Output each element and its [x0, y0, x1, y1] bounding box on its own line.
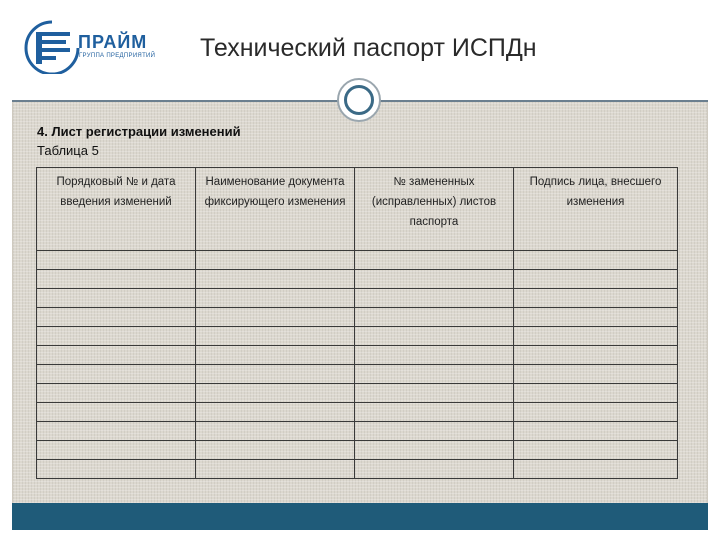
- table-row: [37, 365, 678, 384]
- table-cell[interactable]: [514, 346, 678, 365]
- table-row: [37, 270, 678, 289]
- column-header: Порядковый № и дата введения изменений: [37, 168, 196, 251]
- table-cell[interactable]: [196, 346, 355, 365]
- table-cell[interactable]: [37, 460, 196, 479]
- table-cell[interactable]: [355, 346, 514, 365]
- table-cell[interactable]: [196, 422, 355, 441]
- table-cell[interactable]: [37, 422, 196, 441]
- table-row: [37, 289, 678, 308]
- table-cell[interactable]: [196, 327, 355, 346]
- table-cell[interactable]: [37, 289, 196, 308]
- table-cell[interactable]: [196, 308, 355, 327]
- column-header: № замененных (исправленных) листов паспорта: [355, 168, 514, 251]
- table-cell[interactable]: [196, 403, 355, 422]
- table-cell[interactable]: [37, 327, 196, 346]
- table-cell[interactable]: [514, 270, 678, 289]
- table-cell[interactable]: [514, 327, 678, 346]
- table-cell[interactable]: [514, 460, 678, 479]
- table-cell[interactable]: [196, 460, 355, 479]
- table-cell[interactable]: [355, 251, 514, 270]
- table-cell[interactable]: [355, 441, 514, 460]
- table-cell[interactable]: [355, 403, 514, 422]
- table-cell[interactable]: [355, 384, 514, 403]
- table-cell[interactable]: [196, 289, 355, 308]
- table-cell[interactable]: [355, 270, 514, 289]
- table-cell[interactable]: [355, 422, 514, 441]
- table-row: [37, 327, 678, 346]
- table-cell[interactable]: [514, 384, 678, 403]
- table-cell[interactable]: [514, 308, 678, 327]
- page-title: Технический паспорт ИСПДн: [200, 34, 537, 62]
- table-cell[interactable]: [196, 441, 355, 460]
- table-cell[interactable]: [514, 422, 678, 441]
- table-header-row: [37, 168, 678, 251]
- table-row: [37, 403, 678, 422]
- table-cell[interactable]: [196, 384, 355, 403]
- circle-ornament-icon: [337, 78, 381, 122]
- table-cell[interactable]: [37, 441, 196, 460]
- column-header: Подпись лица, внесшего изменения: [514, 168, 678, 251]
- table-cell[interactable]: [355, 327, 514, 346]
- table-row: [37, 308, 678, 327]
- table-cell[interactable]: [514, 441, 678, 460]
- table-cell[interactable]: [37, 308, 196, 327]
- table-label: Таблица 5: [37, 143, 99, 158]
- table-cell[interactable]: [37, 384, 196, 403]
- column-header: Наименование документа фиксирующего изменения: [196, 168, 355, 251]
- table-body: [37, 251, 678, 479]
- table-row: [37, 384, 678, 403]
- table-cell[interactable]: [37, 403, 196, 422]
- table-cell[interactable]: [196, 251, 355, 270]
- change-registration-table: [36, 167, 678, 479]
- table-cell[interactable]: [37, 346, 196, 365]
- table-cell[interactable]: [196, 365, 355, 384]
- table-cell[interactable]: [355, 289, 514, 308]
- table-cell[interactable]: [514, 365, 678, 384]
- footer-bar: [12, 503, 708, 530]
- table-row: [37, 251, 678, 270]
- table-cell[interactable]: [514, 289, 678, 308]
- table-cell[interactable]: [37, 270, 196, 289]
- table-cell[interactable]: [355, 308, 514, 327]
- table-cell[interactable]: [355, 460, 514, 479]
- table-row: [37, 441, 678, 460]
- section-title: 4. Лист регистрации изменений: [37, 124, 241, 139]
- logo-subtitle: ГРУППА ПРЕДПРИЯТИЙ: [79, 53, 156, 59]
- table-cell[interactable]: [355, 365, 514, 384]
- logo-text: ПРАЙМ: [78, 32, 148, 52]
- table-cell[interactable]: [37, 365, 196, 384]
- table-cell[interactable]: [514, 403, 678, 422]
- table-cell[interactable]: [37, 251, 196, 270]
- logo-mark-icon: [22, 18, 82, 74]
- table-cell[interactable]: [514, 251, 678, 270]
- table-row: [37, 346, 678, 365]
- table-row: [37, 460, 678, 479]
- table-row: [37, 422, 678, 441]
- table-cell[interactable]: [196, 270, 355, 289]
